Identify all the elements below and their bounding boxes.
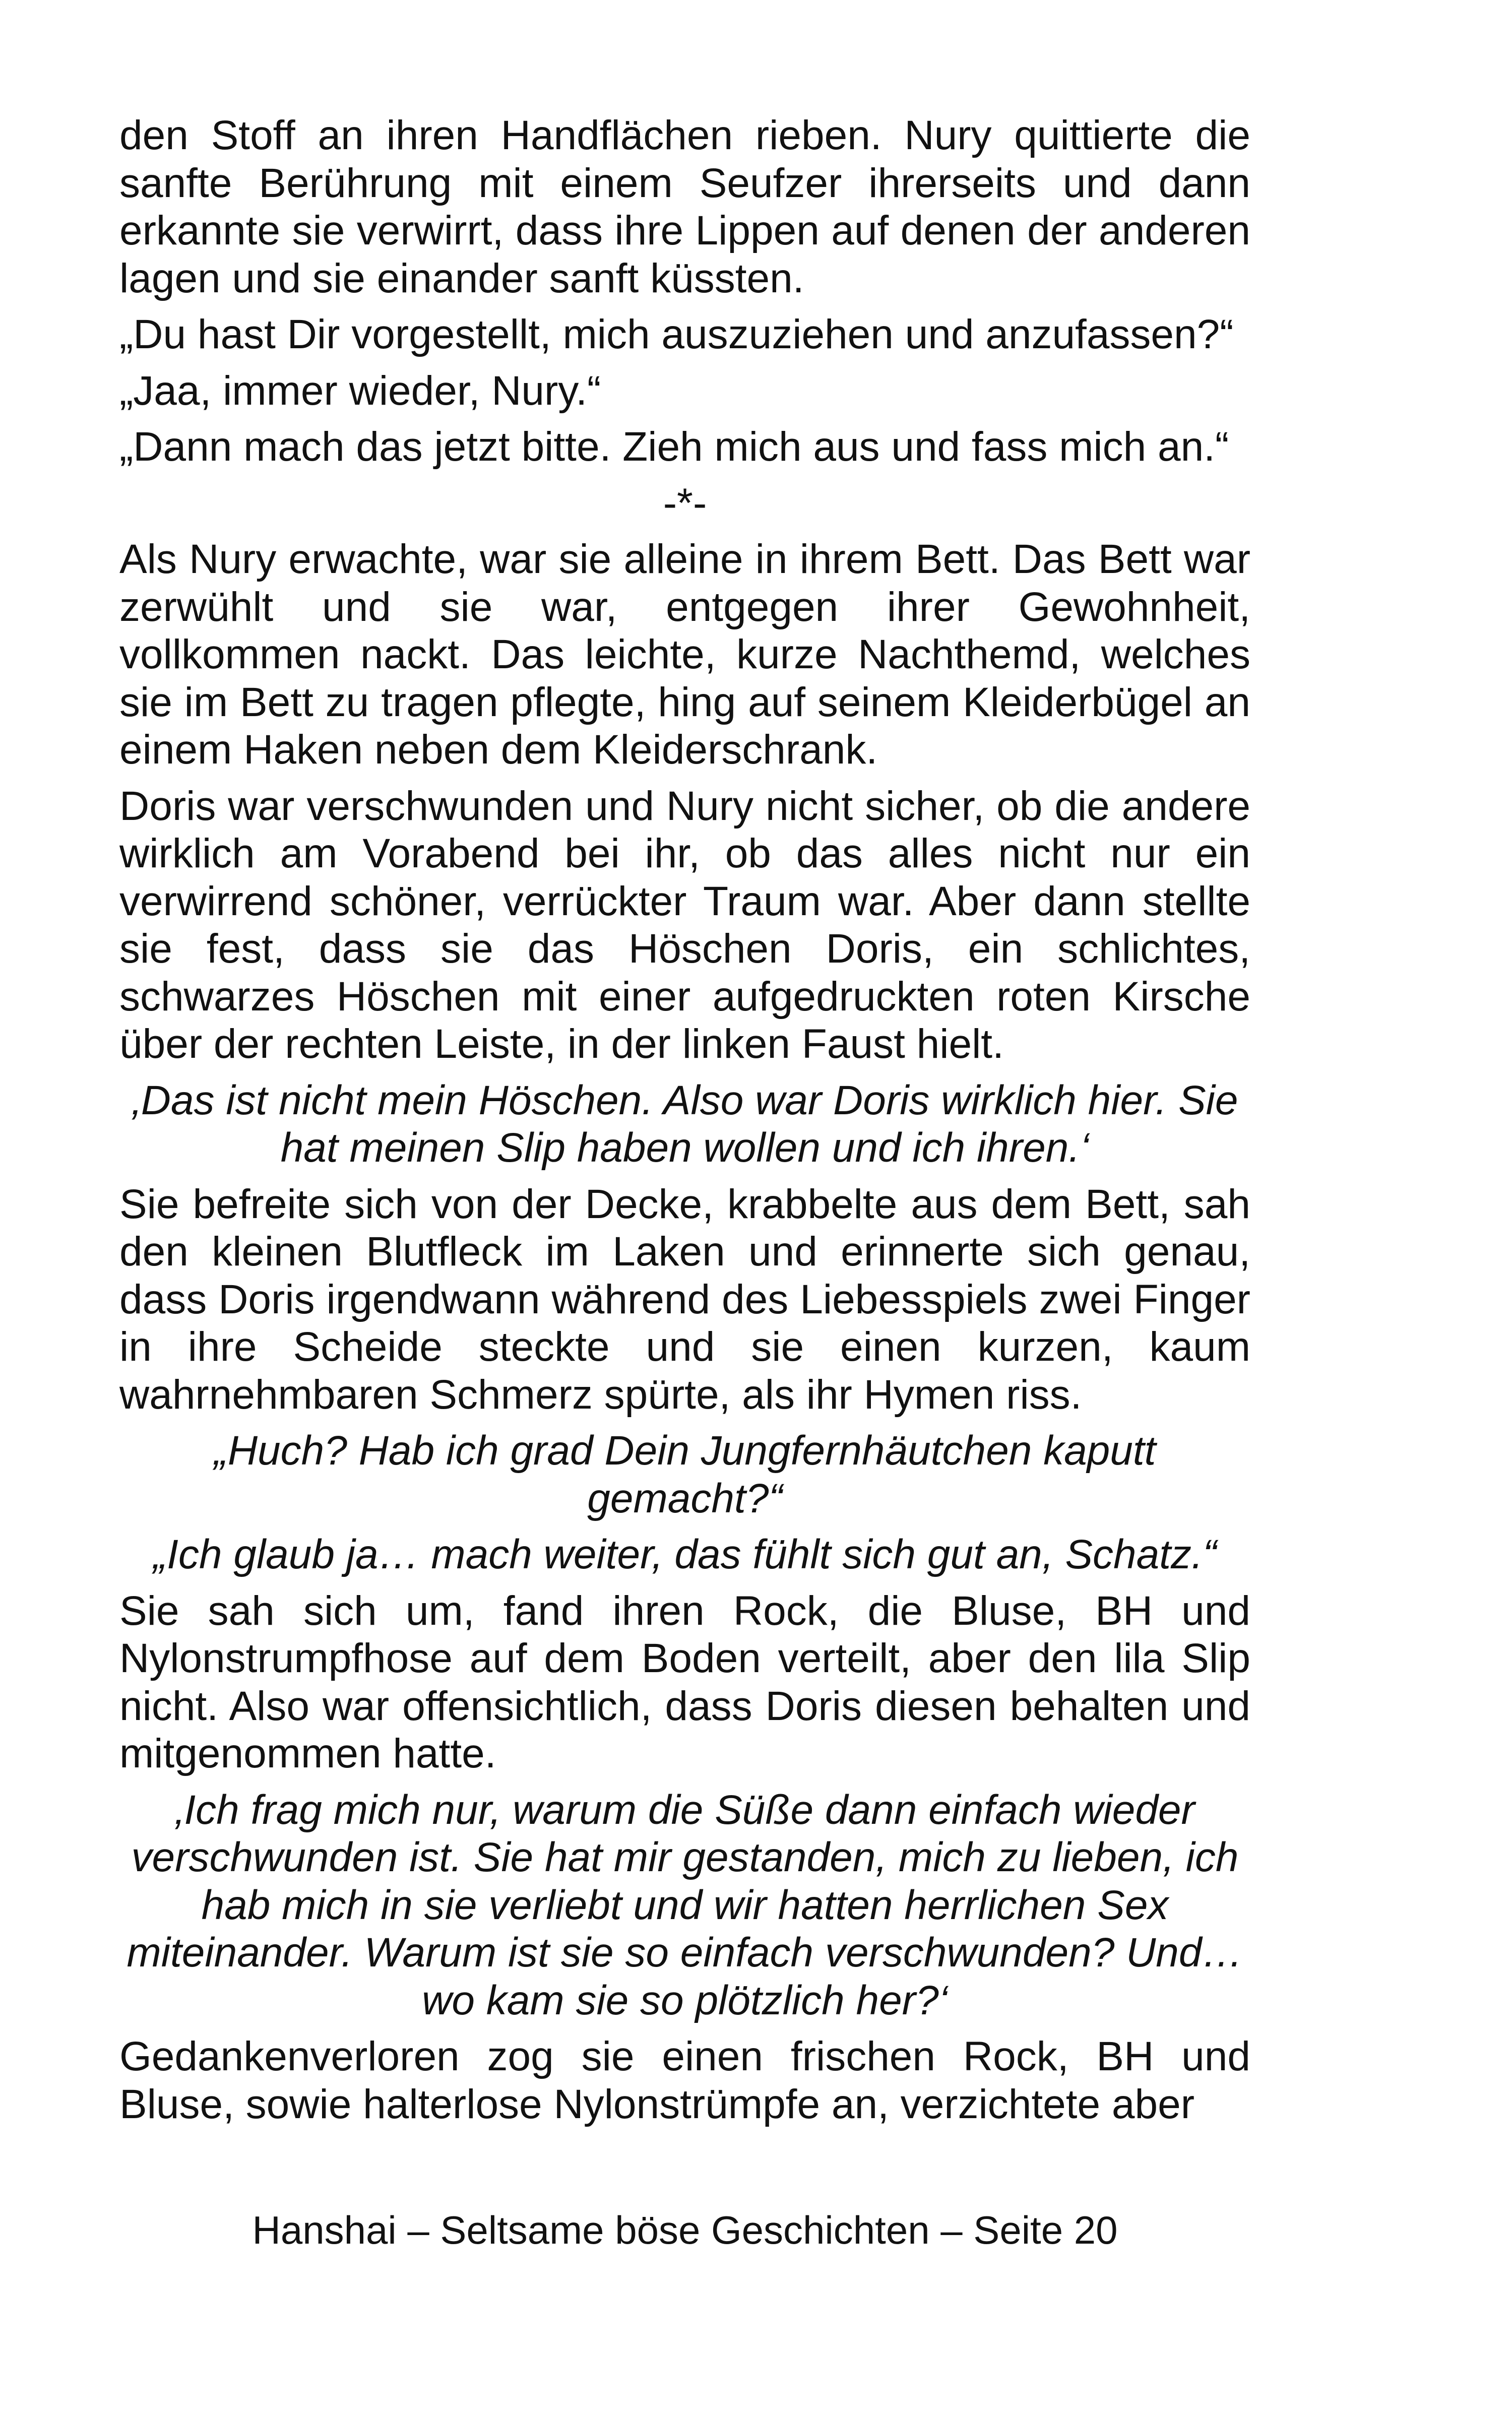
paragraph-1: den Stoff an ihren Handflächen rieben. Nury quittierte die sanfte Berührung mit einem Seufzer ihrerseits und dann erkannte sie verwirrt, dass ihre Lippen auf denen der anderen lagen und sie einander sanft küssten. bbox=[119, 112, 1250, 301]
dialog-line-2: „Jaa, immer wieder, Nury.“ bbox=[119, 367, 601, 414]
dialog-line-3: „Dann mach das jetzt bitte. Zieh mich aus und fass mich an.“ bbox=[119, 424, 1229, 470]
paragraph-6: Gedankenverloren zog sie einen frischen Rock, BH und Bluse, sowie halterlose Nylonstrümpfe an, verzichtete aber bbox=[119, 2033, 1250, 2127]
italic-dialog-2: „Ich glaub ja… mach weiter, das fühlt sich gut an, Schatz.“ bbox=[153, 1532, 1217, 1577]
page-footer: Hanshai – Seltsame böse Geschichten – Seite 20 bbox=[252, 2208, 1118, 2252]
paragraph-3: Doris war verschwunden und Nury nicht sicher, ob die andere wirklich am Vorabend bei ihr, ob das alles nicht nur ein verwirrend schöner, verrückter Traum war. Aber dann stellte sie fest, dass sie das Höschen Doris, ein schlichtes, schwarzes Höschen mit einer aufgedruckten roten Kirsche über der rechten Leiste, in der linken Faust hielt. bbox=[119, 783, 1250, 1067]
scene-separator: -*- bbox=[663, 480, 707, 526]
italic-thought-1: ‚Das ist nicht mein Höschen. Also war Doris wirklich hier. Sie hat meinen Slip haben wollen und ich ihren.‘ bbox=[132, 1077, 1238, 1171]
italic-dialog-1: „Huch? Hab ich grad Dein Jungfernhäutchen kaputt gemacht?“ bbox=[214, 1428, 1156, 1521]
paragraph-4: Sie befreite sich von der Decke, krabbelte aus dem Bett, sah den kleinen Blutfleck im Laken und erinnerte sich genau, dass Doris irgendwann während des Liebesspiels zwei Finger in ihre Scheide steckte und sie einen kurzen, kaum wahrnehmbaren Schmerz spürte, als ihr Hymen riss. bbox=[119, 1181, 1250, 1418]
dialog-line-1: „Du hast Dir vorgestellt, mich auszuziehen und anzufassen?“ bbox=[119, 311, 1234, 357]
italic-thought-2: ‚Ich frag mich nur, warum die Süße dann einfach wieder verschwunden ist. Sie hat mir gestanden, mich zu lieben, ich hab mich in sie verliebt und wir hatten herrlichen Sex miteinander. Warum ist sie so einfach verschwunden? Und… wo kam sie so plötzlich her?‘ bbox=[127, 1787, 1243, 2023]
body-text bbox=[119, 112, 1250, 2137]
paragraph-2: Als Nury erwachte, war sie alleine in ihrem Bett. Das Bett war zerwühlt und sie war, entgegen ihrer Gewohnheit, vollkommen nackt. Das leichte, kurze Nachthemd, welches sie im Bett zu tragen pflegte, hing auf seinem Kleiderbügel an einem Haken neben dem Kleiderschrank. bbox=[119, 536, 1250, 773]
paragraph-5: Sie sah sich um, fand ihren Rock, die Bluse, BH und Nylonstrumpfhose auf dem Boden verteilt, aber den lila Slip nicht. Also war offensichtlich, dass Doris diesen behalten und mitgenommen hatte. bbox=[119, 1587, 1250, 1776]
